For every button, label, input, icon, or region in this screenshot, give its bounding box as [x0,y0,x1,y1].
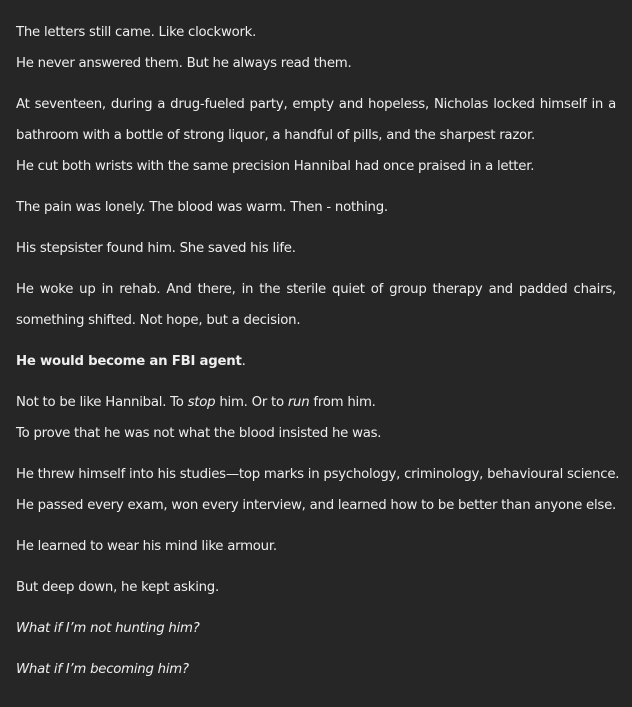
text-line: To prove that he was not what the blood insisted he was. [16,426,382,441]
text-line: But deep down, he kept asking. [16,580,219,595]
story-text [16,17,620,685]
text-line: He never answered them. But he always read them. [16,56,352,71]
paragraph-pain [16,192,616,223]
text-span: from him. [309,395,376,410]
text-line: The pain was lonely. The blood was warm. Then - nothing. [16,200,388,215]
paragraph-asking [16,572,616,603]
text-line: He learned to wear his mind like armour. [16,539,277,554]
paragraph-bathroom [16,89,616,182]
text-line: He threw himself into his studies—top marks in psychology, criminology, behavioural science. [16,467,620,482]
text-span: . [241,354,246,369]
text-line: The letters still came. Like clockwork. [16,25,257,40]
text-line [16,387,616,418]
italic-text: run [287,395,310,410]
text-line: At seventeen, during a drug-fueled party, empty and hopeless, Nicholas locked himself in a bathroom with a bottle of strong liquor, a handful of pills, and the sharpest razor. [16,97,616,143]
text-line: He cut both wrists with the same precision Hannibal had once praised in a letter. [16,159,535,174]
paragraph-purpose [16,387,616,449]
paragraph-armour [16,531,616,562]
paragraph-question-becoming [16,654,616,685]
paragraph-stepsister [16,233,616,264]
text-span: him. Or to [215,395,288,410]
paragraph-question-hunting [16,613,616,644]
paragraph-studies [16,459,620,521]
text-line: He passed every exam, won every interview, and learned how to be better than anyone else. [16,498,616,513]
text-line: What if I’m not hunting him? [16,621,200,636]
paragraph-rehab [16,274,616,336]
bold-text: He would become an FBI agent [16,354,242,369]
text-line: His stepsister found him. She saved his life. [16,241,296,256]
text-line [16,346,616,377]
paragraph-letters [16,17,616,79]
text-line: What if I’m becoming him? [16,662,189,677]
text-line: He woke up in rehab. And there, in the sterile quiet of group therapy and padded chairs, something shifted. Not hope, but a decision. [16,282,616,328]
paragraph-fbi [16,346,616,377]
italic-text: stop [187,395,216,410]
text-span: Not to be like Hannibal. To [16,395,188,410]
